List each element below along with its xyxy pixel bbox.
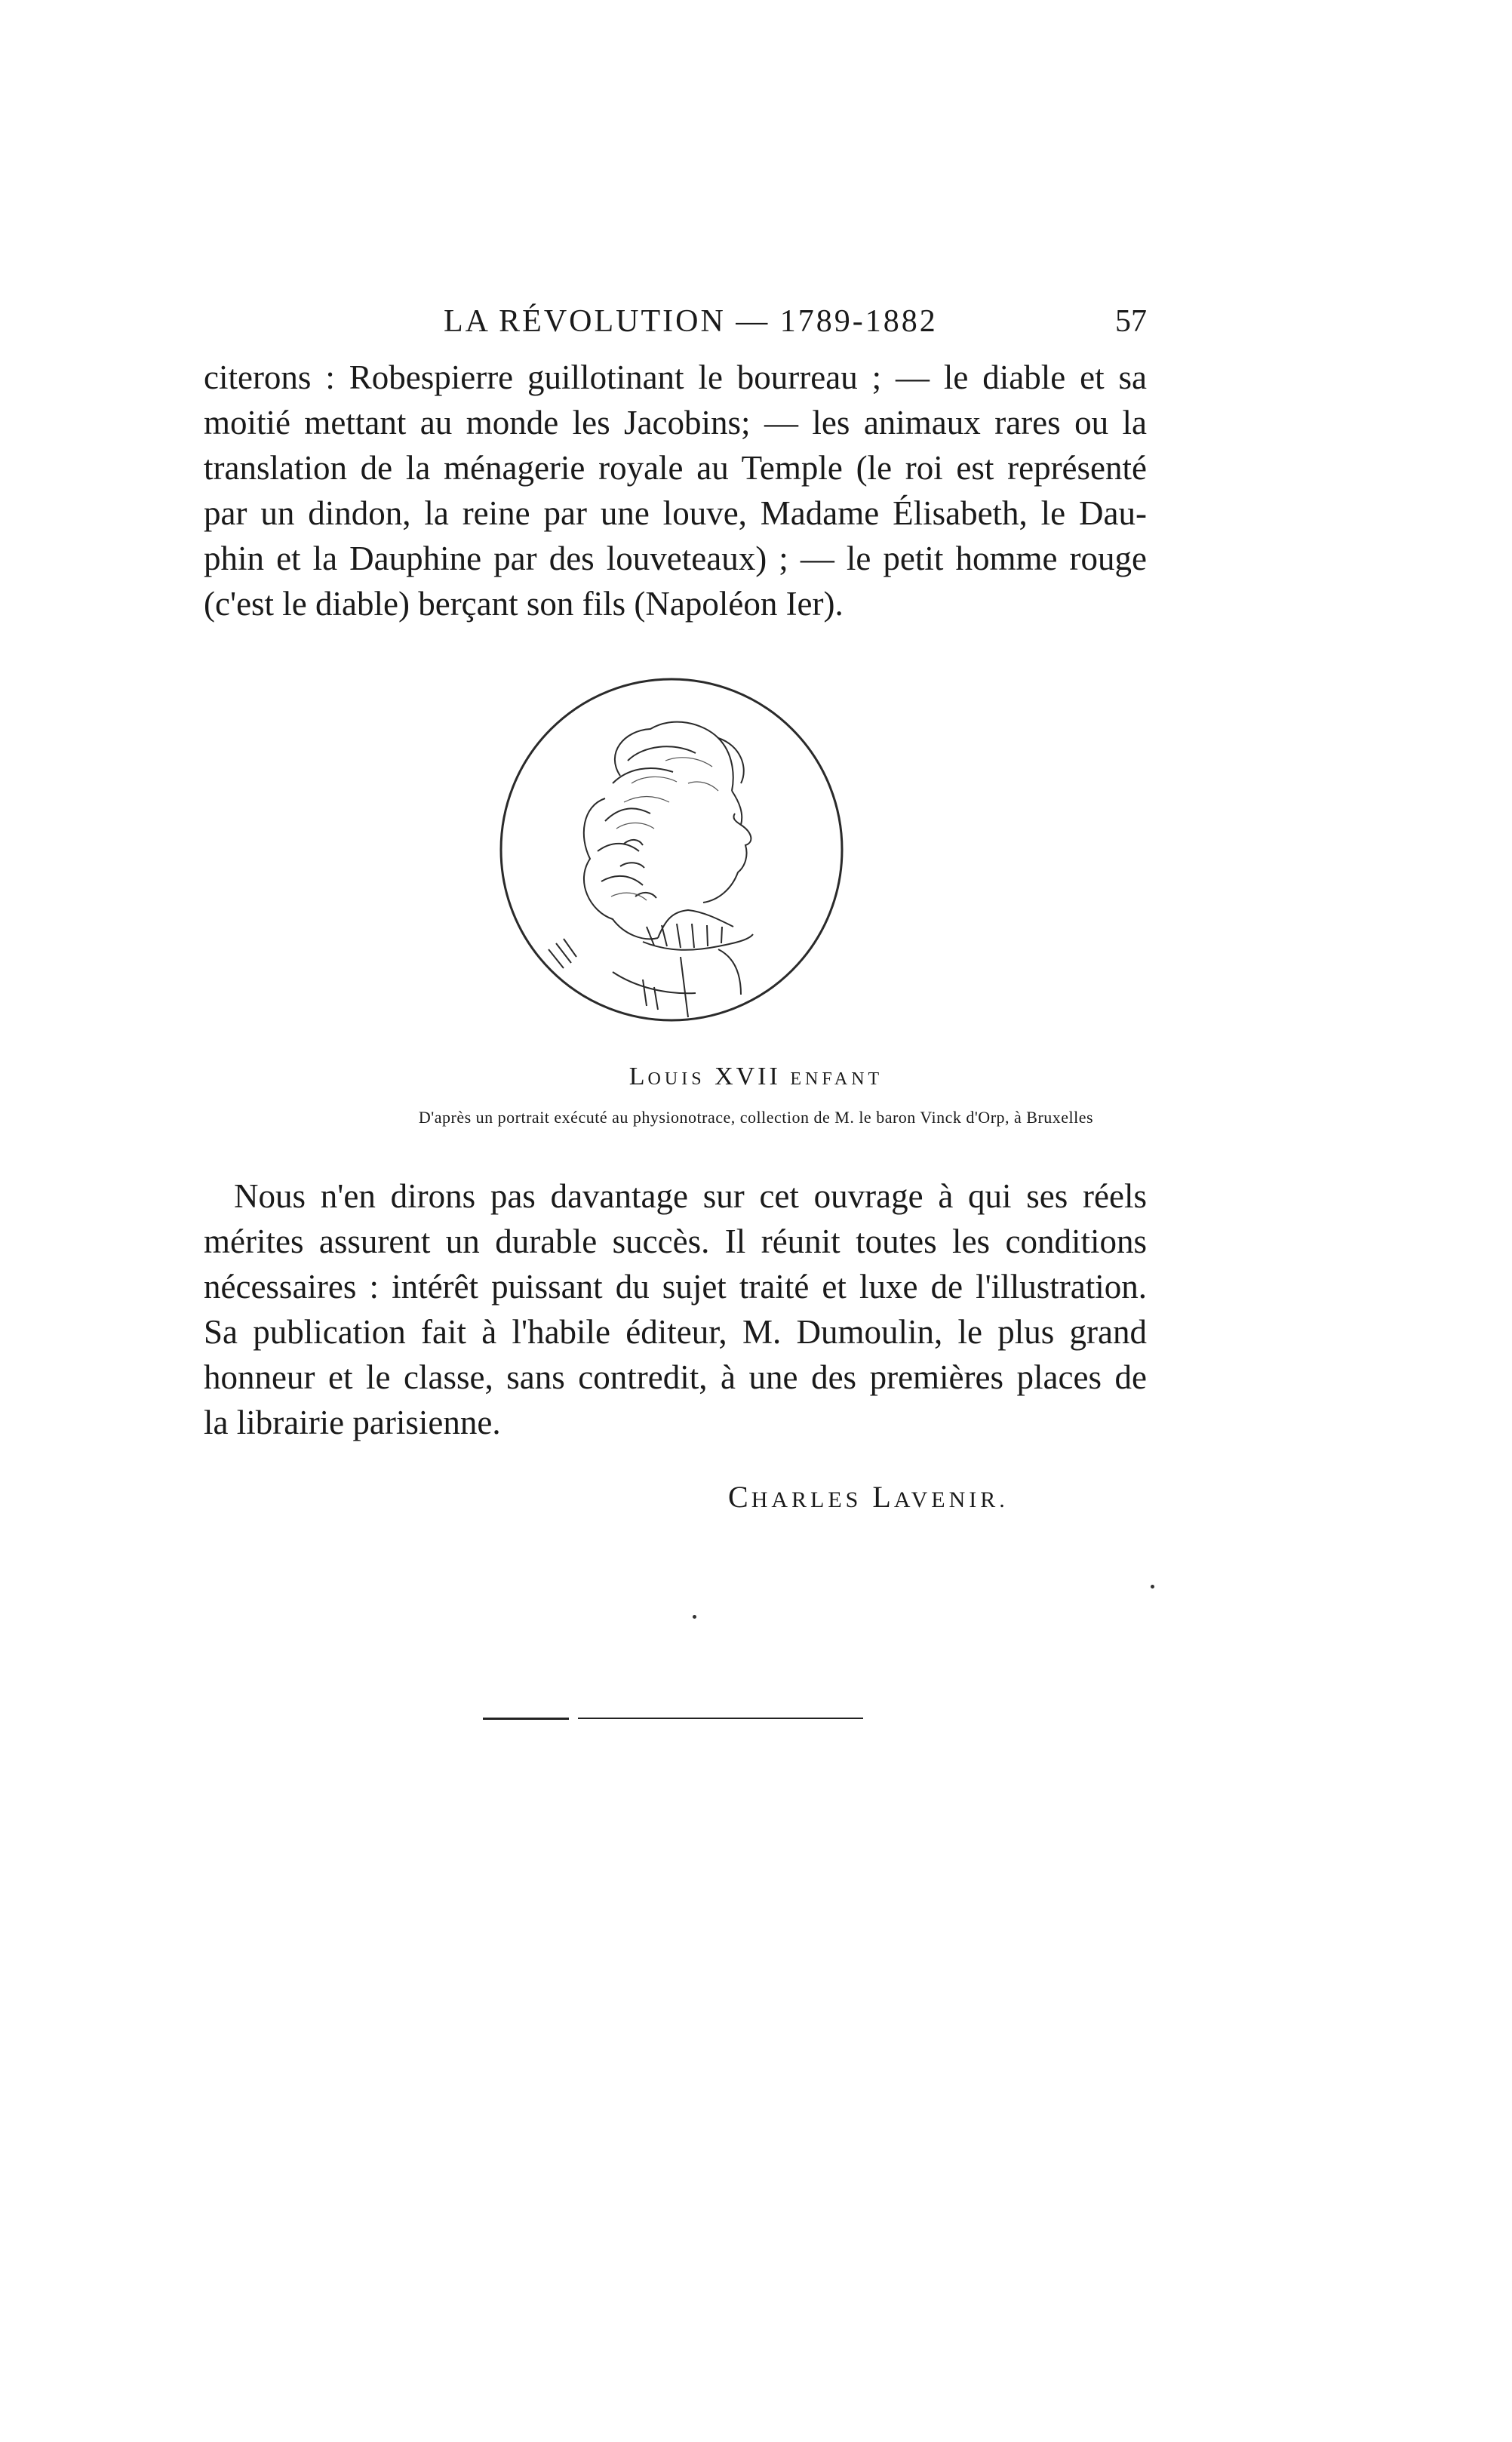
paragraph-line: phin et la Dauphine par des louveteaux) ; — le petit homme rouge	[204, 540, 1147, 577]
ink-speck	[1151, 1585, 1154, 1589]
end-rule-right	[578, 1718, 863, 1719]
running-title: LA RÉVOLUTION — 1789-1882	[444, 304, 938, 339]
caption-numeral: XVII	[715, 1063, 781, 1090]
paragraph-line: mérites assurent un durable succès. Il réunit toutes les conditions	[204, 1223, 1147, 1260]
paragraph-line: la librairie parisienne.	[204, 1404, 501, 1441]
paragraph-line: par un dindon, la reine par une louve, Madame Élisabeth, le Dau-	[204, 494, 1147, 532]
caption-word: ENFANT	[790, 1069, 884, 1089]
paragraph-line: Nous n'en dirons pas davantage sur cet ouvrage à qui ses réels	[234, 1177, 1147, 1215]
paragraph-line: (c'est le diable) berçant son fils (Napoléon Ier).	[204, 585, 844, 623]
paragraph-line: citerons : Robespierre guillotinant le bourreau ; — le diable et sa	[204, 358, 1147, 396]
illustration-credit: D'après un portrait exécuté au physionotrace, collection de M. le baron Vinck d'Orp, à Bruxelles	[418, 1108, 1094, 1127]
running-head	[204, 303, 1147, 349]
author-signature	[728, 1479, 1009, 1515]
ink-speck	[693, 1615, 696, 1619]
portrait-engraving	[492, 670, 851, 1029]
paragraph-2	[204, 1173, 1147, 1445]
signature-last-initial: L	[872, 1480, 894, 1514]
paragraph-line: honneur et le classe, sans contredit, à une des premières places de	[204, 1358, 1147, 1396]
signature-first-rest: HARLES	[751, 1487, 862, 1512]
signature-last-rest: AVENIR.	[893, 1487, 1009, 1512]
portrait-medallion-image	[492, 670, 851, 1029]
illustration-caption	[0, 1063, 1512, 1091]
paragraph-line: Sa publication fait à l'habile éditeur, M. Dumoulin, le plus grand	[204, 1313, 1147, 1351]
paragraph-line: moitié mettant au monde les Jacobins; — les animaux rares ou la	[204, 404, 1147, 441]
signature-initial: C	[728, 1480, 751, 1514]
caption-initial: L	[628, 1063, 648, 1090]
paragraph-line: nécessaires : intérêt puissant du sujet traité et luxe de l'illustration.	[204, 1268, 1147, 1306]
paragraph-line: translation de la ménagerie royale au Temple (le roi est représenté	[204, 449, 1147, 487]
paragraph-1	[204, 355, 1147, 626]
end-rule-left	[483, 1718, 569, 1720]
page-number: 57	[1115, 304, 1147, 339]
caption-rest: OUIS	[647, 1069, 705, 1089]
